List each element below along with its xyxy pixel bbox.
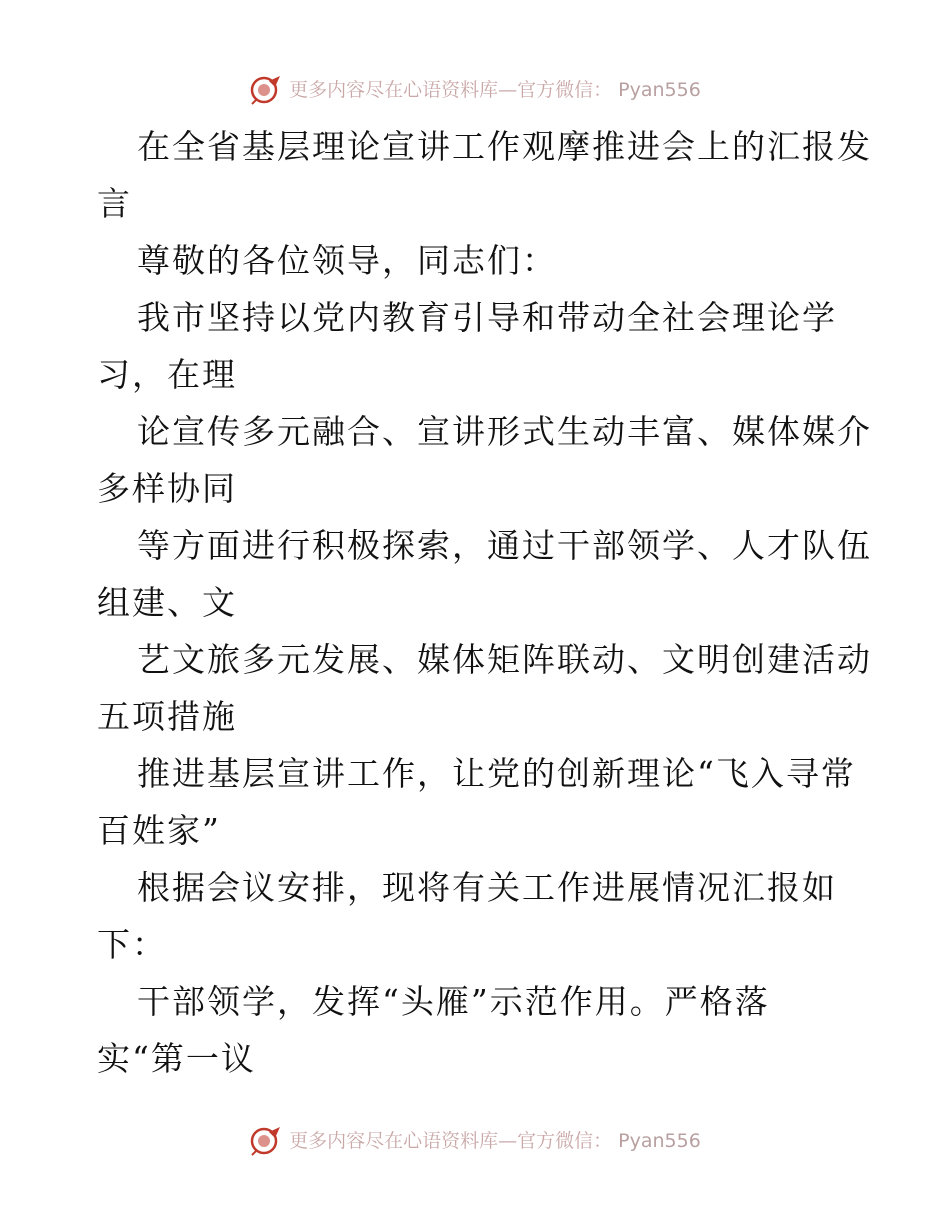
document-title <box>97 118 872 232</box>
watermark-contact: Pyan556 <box>618 1130 701 1152</box>
paragraph-line: 实“第一议 <box>97 1039 256 1078</box>
document-body <box>97 118 872 1087</box>
body-paragraph <box>97 289 857 403</box>
red-seal-logo-icon <box>249 1126 283 1156</box>
paragraph-line: 尊敬的各位领导，同志们： <box>137 241 557 280</box>
body-paragraph <box>97 745 857 859</box>
paragraph-line: 下： <box>97 925 167 964</box>
body-paragraph <box>97 403 872 517</box>
paragraph-line: 言 <box>97 184 132 223</box>
salutation <box>97 232 857 289</box>
watermark-contact: Pyan556 <box>618 79 701 101</box>
body-paragraph <box>97 631 872 745</box>
paragraph-line: 我市坚持以党内教育引导和带动全社会理论学 <box>137 298 837 337</box>
watermark-text: 更多内容尽在心语资料库—官方微信： <box>289 1130 613 1152</box>
body-paragraph <box>97 859 857 973</box>
paragraph-line: 五项措施 <box>97 697 237 736</box>
watermark-text: 更多内容尽在心语资料库—官方微信： <box>289 79 613 101</box>
paragraph-line: 根据会议安排，现将有关工作进展情况汇报如 <box>137 868 837 907</box>
header-watermark <box>0 75 950 105</box>
paragraph-line: 习，在理 <box>97 355 237 394</box>
paragraph-line: 等方面进行积极探索，通过干部领学、人才队伍 <box>137 526 872 565</box>
paragraph-line: 多样协同 <box>97 469 237 508</box>
body-paragraph <box>97 517 872 631</box>
footer-watermark <box>0 1126 950 1156</box>
red-seal-logo-icon <box>249 75 283 105</box>
paragraph-line: 艺文旅多元发展、媒体矩阵联动、文明创建活动 <box>137 640 872 679</box>
body-paragraph <box>97 973 857 1087</box>
paragraph-line: 干部领学，发挥“头雁”示范作用。严格落 <box>137 982 770 1021</box>
paragraph-line: 组建、文 <box>97 583 237 622</box>
paragraph-line: 百姓家” <box>97 811 221 850</box>
paragraph-line: 推进基层宣讲工作，让党的创新理论“飞入寻常 <box>137 754 856 793</box>
paragraph-line: 论宣传多元融合、宣讲形式生动丰富、媒体媒介 <box>137 412 872 451</box>
paragraph-line: 在全省基层理论宣讲工作观摩推进会上的汇报发 <box>137 127 872 166</box>
